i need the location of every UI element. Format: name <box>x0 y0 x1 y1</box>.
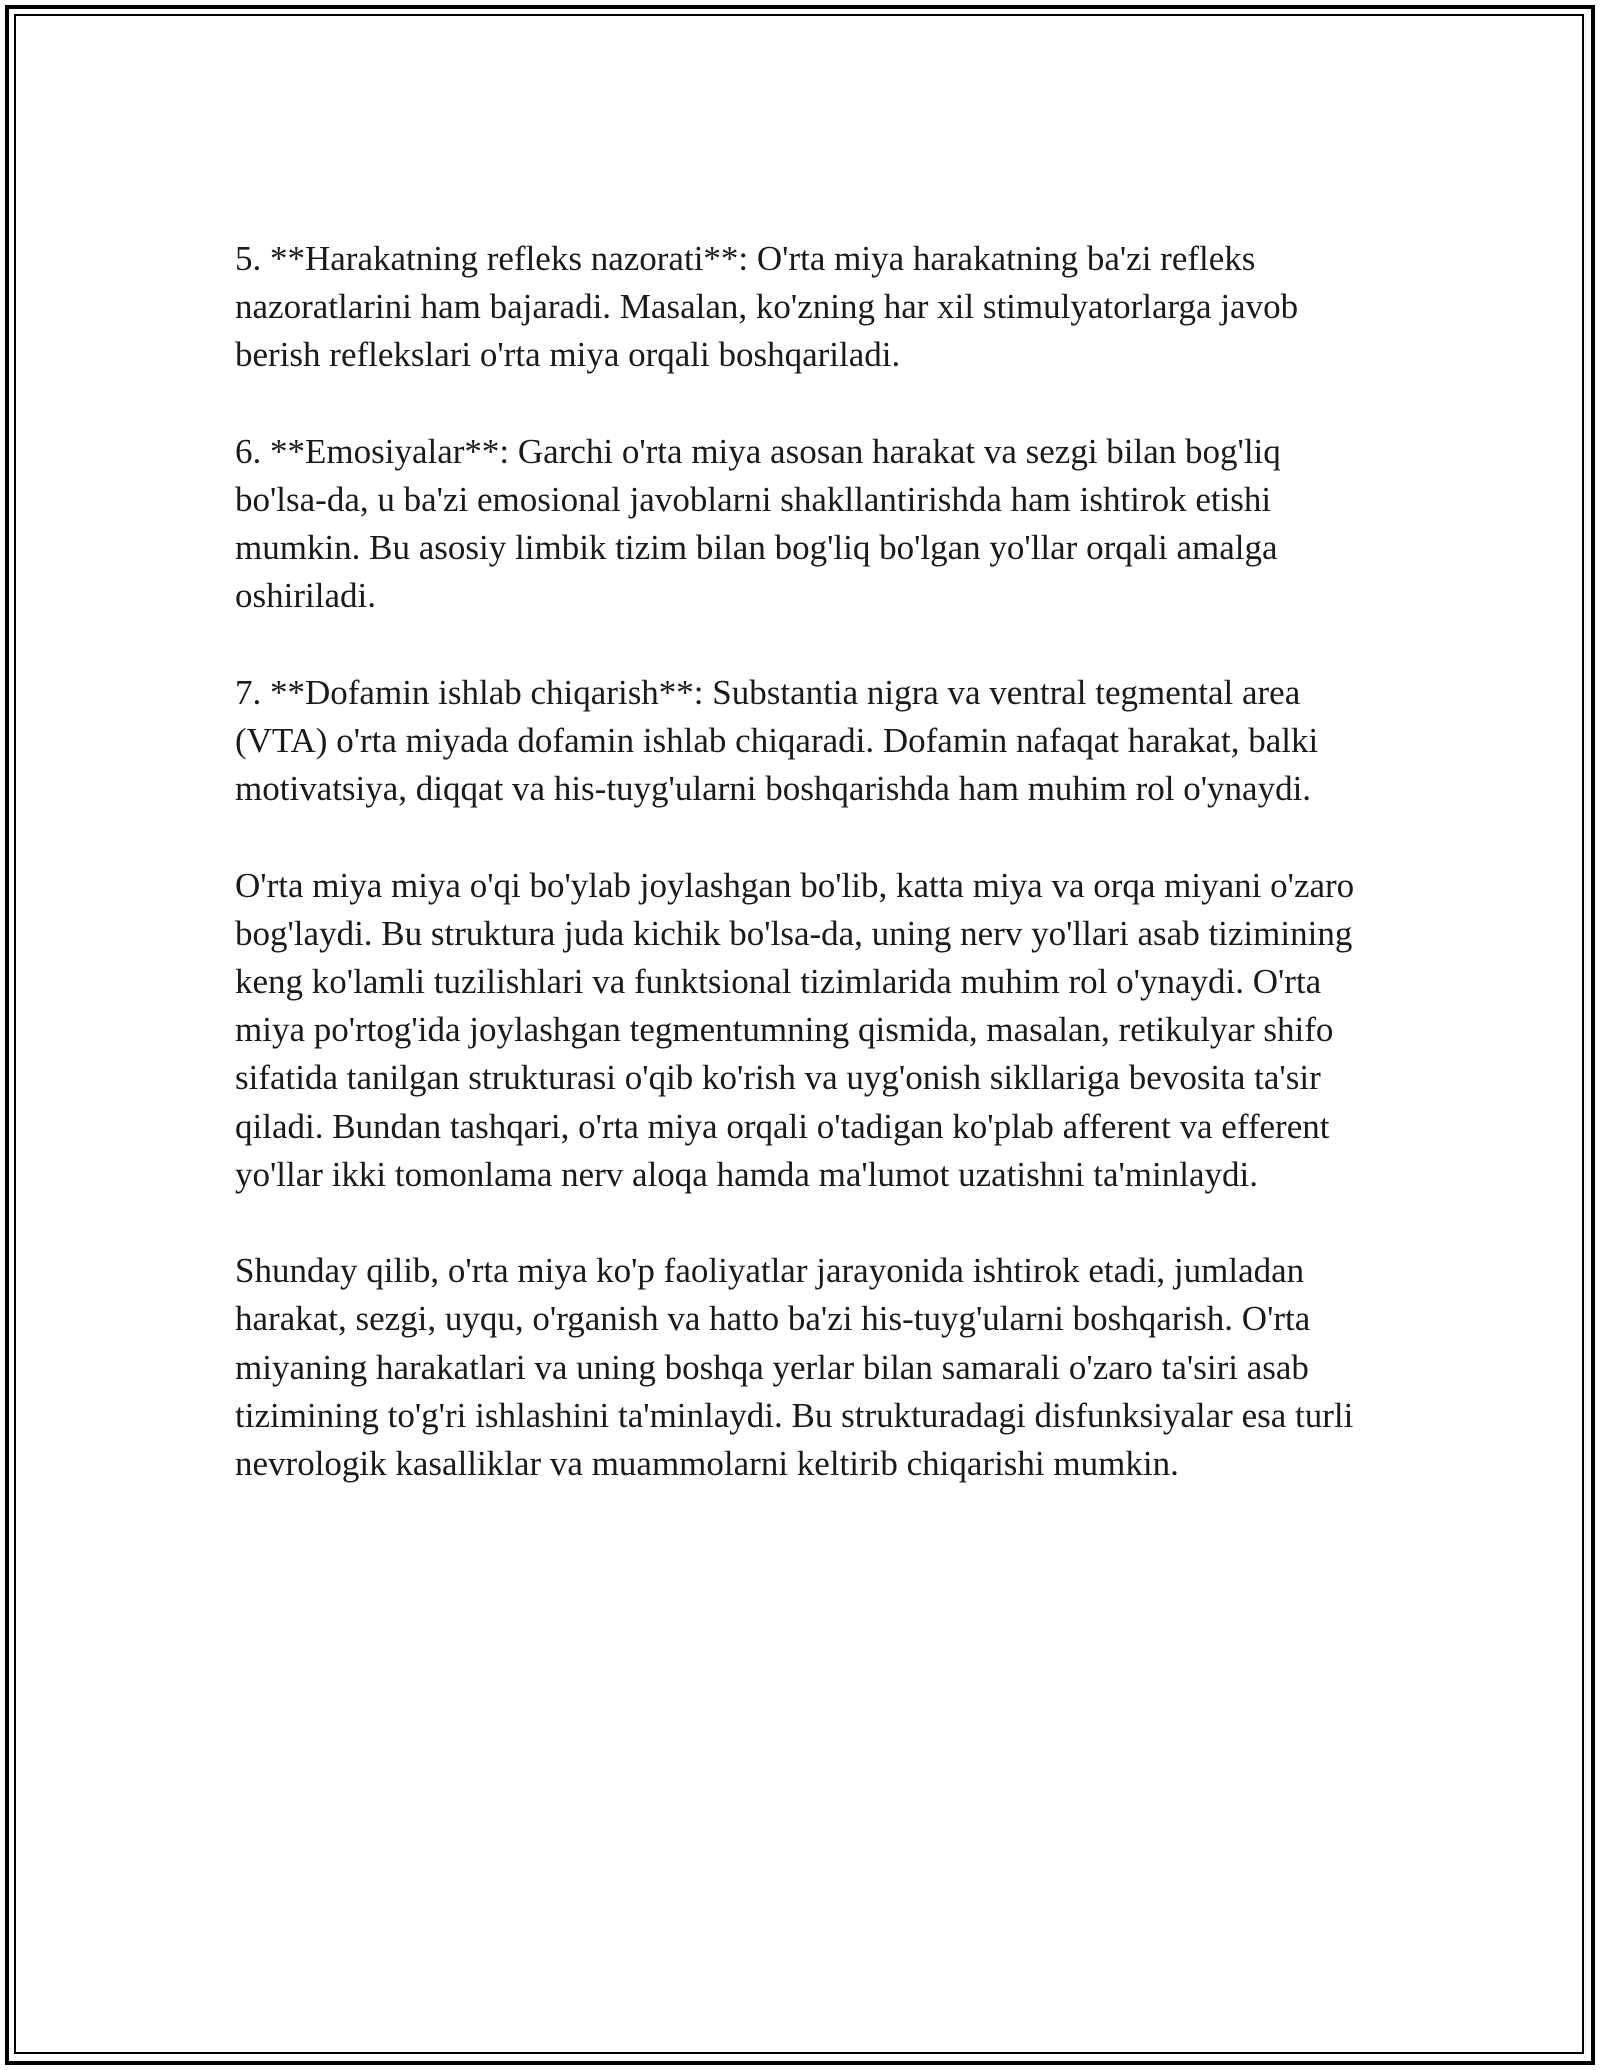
paragraph-midbrain-overview: O'rta miya miya o'qi bo'ylab joylashgan bo'lib, katta miya va orqa miyani o'zaro bog'laydi. Bu struktura juda kichik bo'lsa-da, uning nerv yo'llari asab tizimining keng ko'lamli tuzilishlari va funktsional tizimlarida muhim rol o'ynaydi. O'rta miya po'rtog'ida joylashgan tegmentumning qismida, masalan, retikulyar shifo sifatida tanilgan strukturasi o'qib ko'rish va uyg'onish sikllariga bevosita ta'sir qiladi. Bundan tashqari, o'rta miya orqali o'tadigan ko'plab afferent va efferent yo'llar ikki tomonlama nerv aloqa hamda ma'lumot uzatishni ta'minlaydi. <box>235 865 1355 1194</box>
paragraph-conclusion: Shunday qilib, o'rta miya ko'p faoliyatlar jarayonida ishtirok etadi, jumladan harakat, sezgi, uyqu, o'rganish va hatto ba'zi his-tuyg'ularni boshqarish. O'rta miyaning harakatlari va uning boshqa yerlar bilan samarali o'zaro ta'siri asab tizimining to'g'ri ishlashini ta'minlaydi. Bu strukturadagi disfunksiyalar esa turli nevrologik kasalliklar va muammolarni keltirib chiqarishi mumkin. <box>235 1251 1354 1484</box>
paragraph-reflex-control: 5. **Harakatning refleks nazorati**: O'rta miya harakatning ba'zi refleks nazoratlarini ham bajaradi. Masalan, ko'zning har xil stimulyatorlarga javob berish reflekslari o'rta miya orqali boshqariladi. <box>235 239 1299 375</box>
document-body <box>235 235 1370 1536</box>
paragraph-emotions: 6. **Emosiyalar**: Garchi o'rta miya asosan harakat va sezgi bilan bog'liq bo'lsa-da, u ba'zi emosional javoblarni shakllantirishda ham ishtirok etishi mumkin. Bu asosiy limbik tizim bilan bog'liq bo'lgan yo'llar orqali amalga oshiriladi. <box>235 431 1281 616</box>
paragraph-dopamine: 7. **Dofamin ishlab chiqarish**: Substantia nigra va ventral tegmental area (VTA) o'rta miyada dofamin ishlab chiqaradi. Dofamin nafaqat harakat, balki motivatsiya, diqqat va his-tuyg'ularni boshqarishda ham muhim rol o'ynaydi. <box>235 672 1319 809</box>
